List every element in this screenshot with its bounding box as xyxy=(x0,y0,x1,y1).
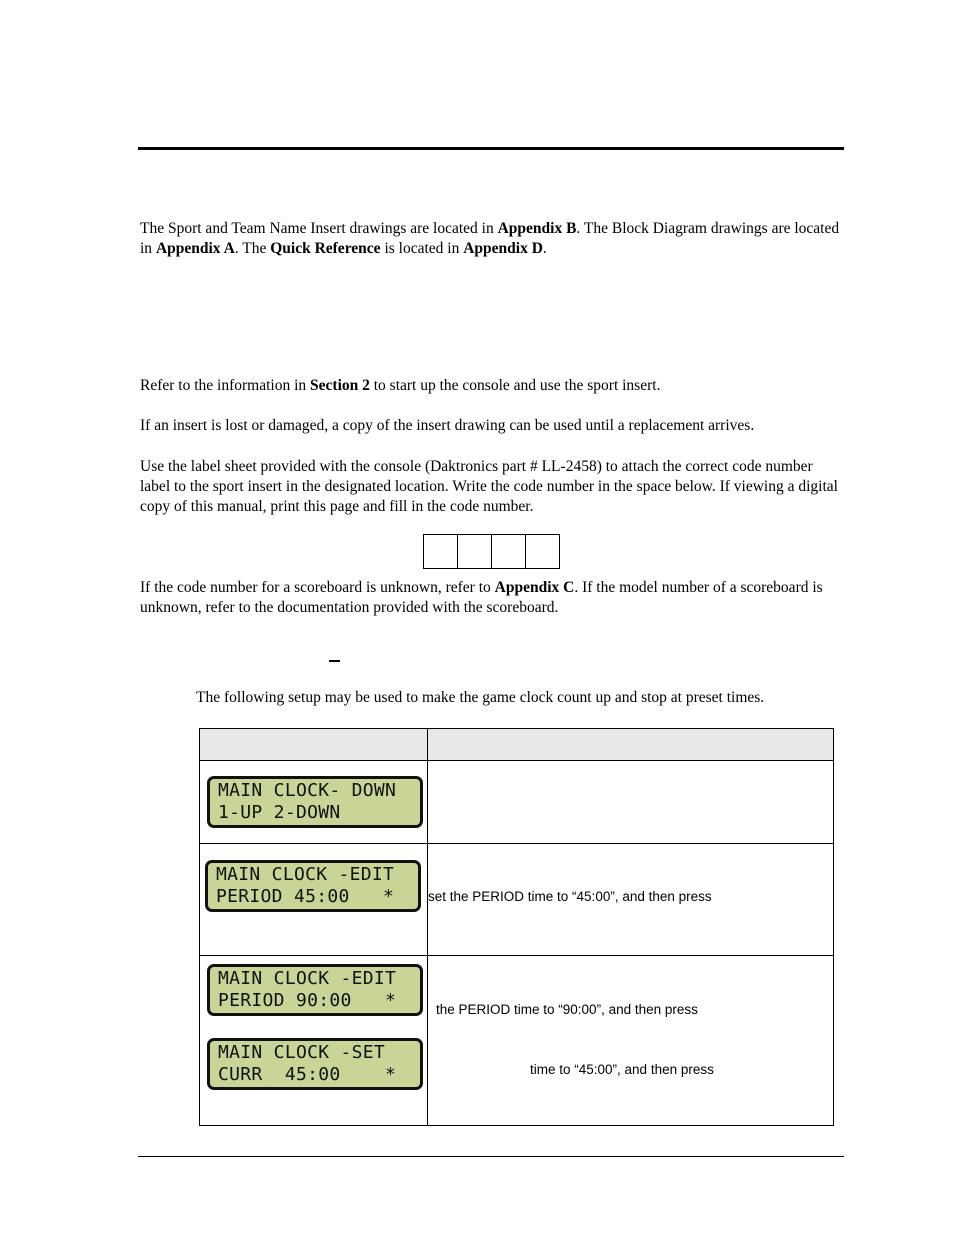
lcd-display: MAIN CLOCK -EDIT PERIOD 90:00 * xyxy=(207,964,423,1016)
step-instruction: time to “45:00”, and then press xyxy=(530,1062,714,1077)
step-instruction: the PERIOD time to “90:00”, and then press xyxy=(436,1002,698,1017)
step-instruction xyxy=(428,761,834,844)
table-row xyxy=(200,761,834,844)
code-box-digit xyxy=(423,534,458,569)
heading-dash xyxy=(329,660,340,662)
lcd-display: MAIN CLOCK- DOWN 1-UP 2-DOWN xyxy=(207,776,423,828)
code-box-digit xyxy=(525,534,560,569)
code-box-digit xyxy=(457,534,492,569)
table-row xyxy=(200,956,834,1126)
lcd-display: MAIN CLOCK -SET CURR 45:00 * xyxy=(207,1038,423,1090)
paragraph-unknown-code: If the code number for a scoreboard is unknown, refer to Appendix C. If the model number of a scoreboard is unknown, refer to the documentation provided with the scoreboard. xyxy=(140,579,823,616)
footer-rule xyxy=(138,1156,844,1157)
paragraph-lost-insert: If an insert is lost or damaged, a copy of the insert drawing can be used until a replacement arrives. xyxy=(140,417,755,434)
paragraph-label-sheet: Use the label sheet provided with the console (Daktronics part # LL-2458) to attach the correct code number label to the sport insert in the designated location. Write the code number in the space below. If viewing a digital copy of this manual, print this page and fill in the code number. xyxy=(140,458,838,515)
setup-steps-table xyxy=(199,728,834,1126)
table-header-action xyxy=(428,729,834,761)
setup-intro: The following setup may be used to make the game clock count up and stop at preset times. xyxy=(196,689,765,706)
table-header-display xyxy=(200,729,428,761)
lcd-display: MAIN CLOCK -EDIT PERIOD 45:00 * xyxy=(205,860,421,912)
paragraph-insert-locations: The Sport and Team Name Insert drawings are located in Appendix B. The Block Diagram drawings are located in Appendix A. The Quick Reference is located in Appendix D. xyxy=(140,220,840,257)
code-number-boxes xyxy=(423,534,560,569)
step-instruction: set the PERIOD time to “45:00”, and then press xyxy=(428,844,834,956)
header-rule xyxy=(138,147,844,150)
code-box-digit xyxy=(491,534,526,569)
paragraph-startup: Refer to the information in Section 2 to start up the console and use the sport insert. xyxy=(140,377,661,394)
table-row xyxy=(200,844,834,956)
table-header-row xyxy=(200,729,834,761)
